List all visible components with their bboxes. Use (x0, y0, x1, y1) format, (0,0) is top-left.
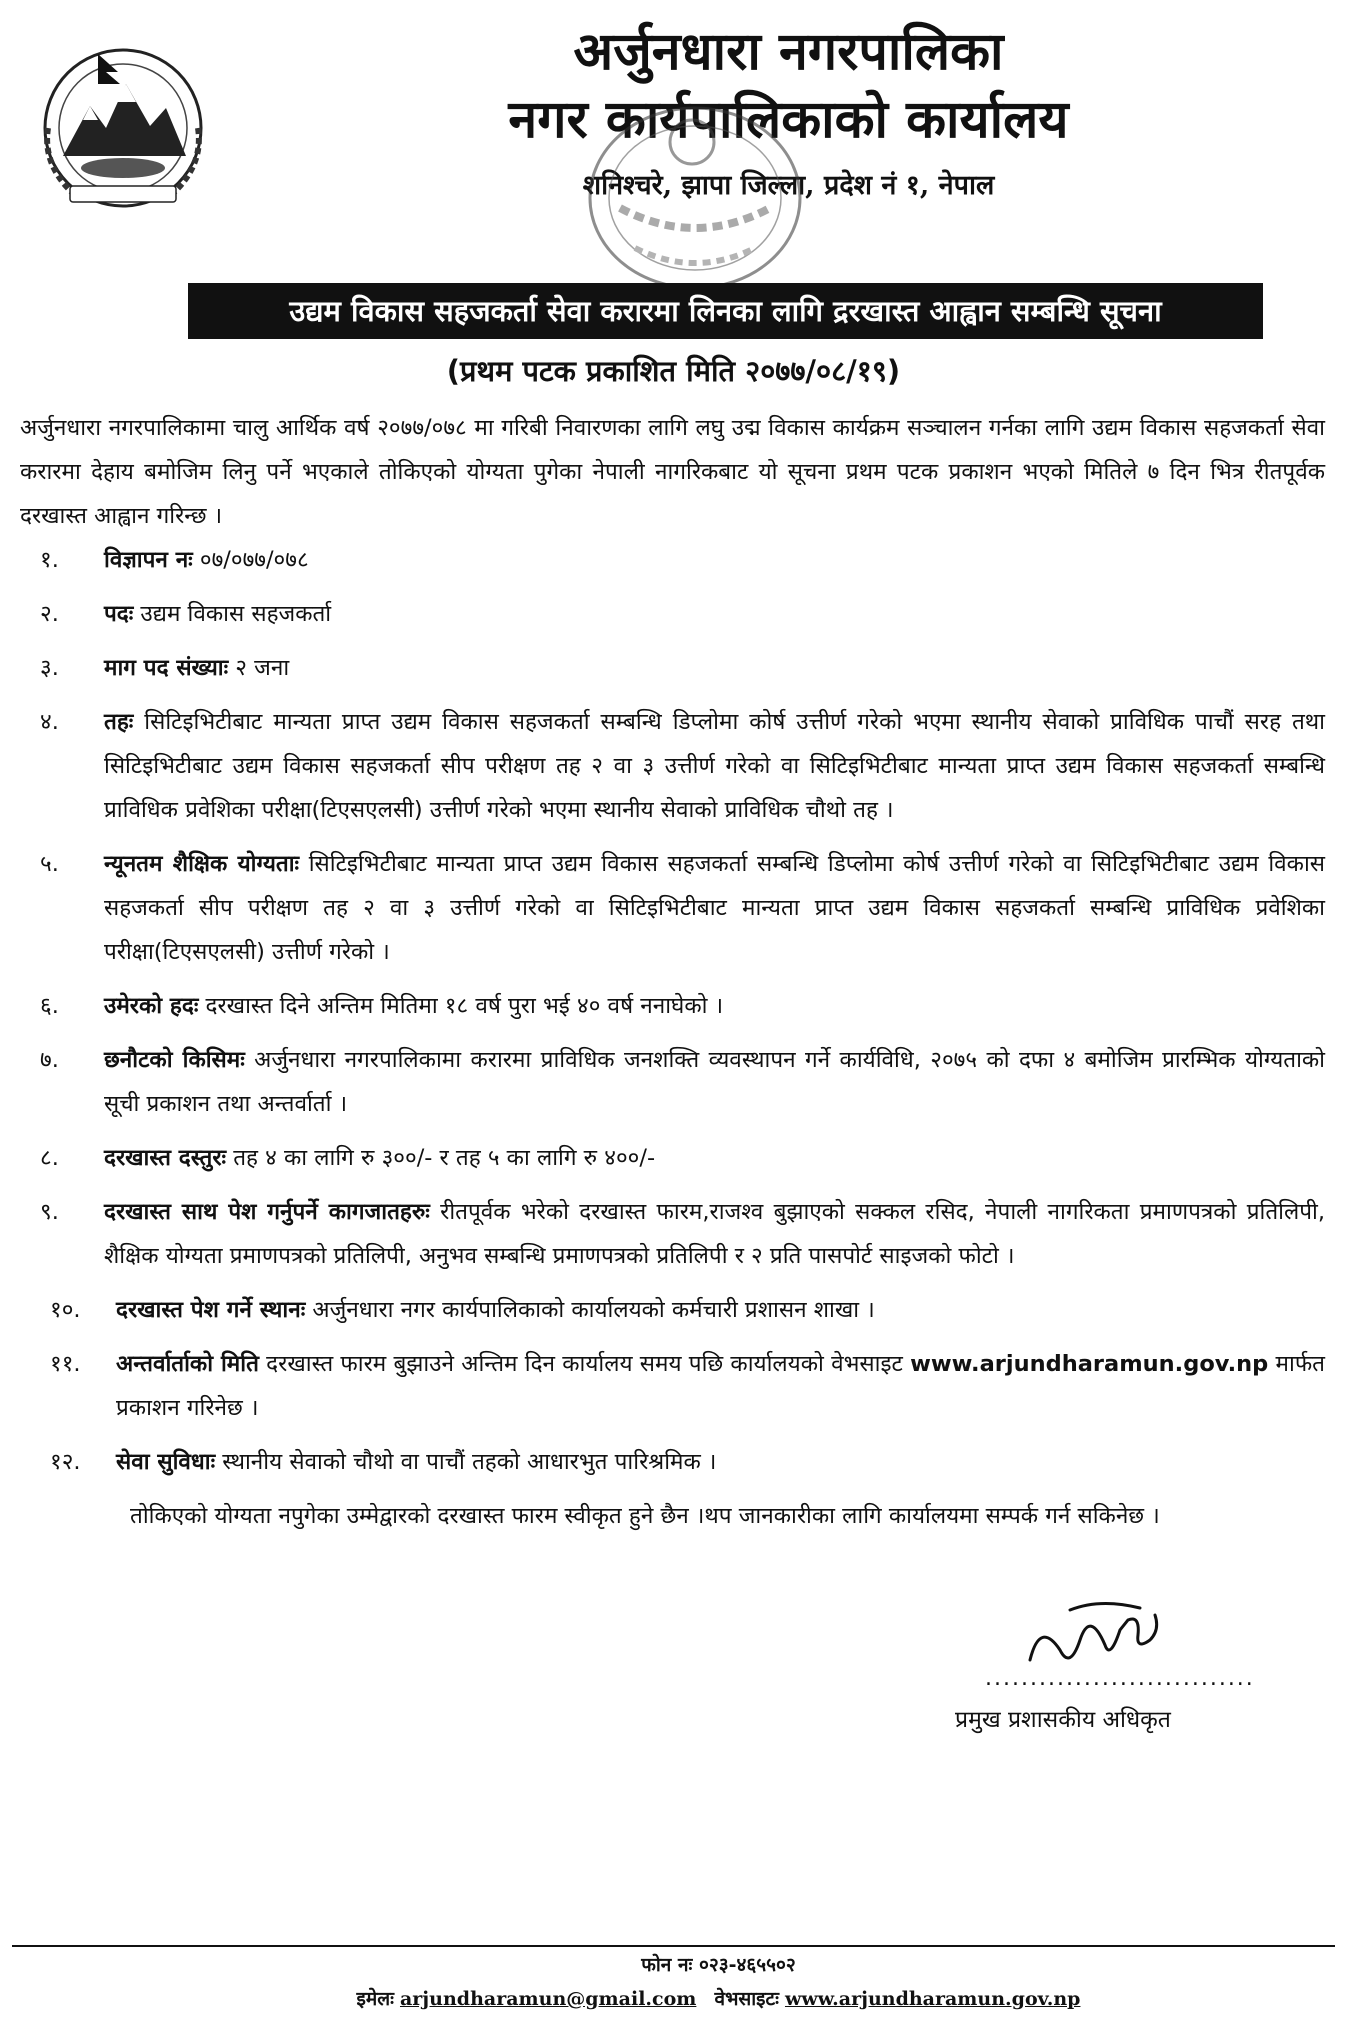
footer-contacts (0, 1982, 1347, 2016)
footer-website-link[interactable]: www.arjundharamun.gov.np (784, 1988, 1081, 2010)
list-item (20, 1136, 1325, 1180)
list-item (20, 538, 1325, 582)
publication-date: (प्रथम पटक प्रकाशित मिति २०७७/०८/१९) (446, 354, 901, 388)
item-number: २. (40, 601, 59, 627)
list-item (20, 700, 1325, 832)
item-label: तहः (104, 709, 134, 735)
item-number: ६. (40, 993, 59, 1019)
item-label: विज्ञापन नः (104, 547, 193, 573)
list-item (20, 984, 1325, 1028)
item-text: तह ४ का लागि रु ३००/- र तह ५ का लागि रु ४००/- (226, 1145, 656, 1171)
item-number: १. (40, 547, 59, 573)
item-label: सेवा सुविधाः (116, 1449, 216, 1475)
intro-paragraph: अर्जुनधारा नगरपालिकामा चालु आर्थिक वर्ष २०७७/०७८ मा गरिबी निवारणका लागि लघु उद्म विकास कार्यक्रम सञ्चालन गर्नका लागि उद्यम विकास सहजकर्ता सेवा करारमा देहाय बमोजिम लिनु पर्ने भएकाले तोकिएको योग्यता पुगेका नेपाली नागरिकबाट यो सूचना प्रथम पटक प्रकाशन भएको मितिले ७ दिन भित्र रीतपूर्वक दरखास्त आह्वान गरिन्छ । (20, 415, 1325, 529)
list-item (20, 1342, 1325, 1430)
item-text: दरखास्त फारम बुझाउने अन्तिम दिन कार्यालय समय पछि कार्यालयको वेभसाइट (258, 1351, 903, 1377)
item-number: ९. (40, 1199, 59, 1225)
office-address: शनिश्चरे, झापा जिल्ला, प्रदेश नं १, नेपाल (582, 170, 995, 201)
website-link[interactable]: www.arjundharamun.gov.np (910, 1351, 1269, 1377)
phone-label: फोन नः (641, 1954, 693, 1976)
item-text: अर्जुनधारा नगरपालिकामा करारमा प्राविधिक जनशक्ति व्यवस्थापन गर्ने कार्यविधि, २०७५ को दफा ४ बमोजिम प्रारम्भिक योग्यताको सूची प्रकाशन तथा अन्तर्वार्ता । (104, 1047, 1325, 1117)
item-label: न्यूनतम शैक्षिक योग्यताः (104, 851, 300, 877)
item-number: ३. (40, 655, 59, 681)
footer-divider (12, 1945, 1335, 1947)
list-item (20, 1190, 1325, 1278)
item-number: ११. (50, 1351, 81, 1377)
requirements-list (20, 538, 1325, 1484)
website-label: वेभसाइटः (714, 1988, 779, 2010)
org-name: अर्जुनधारा नगरपालिका (573, 21, 1004, 82)
phone-number: ०२३-४६५५०२ (698, 1954, 796, 1976)
list-item (20, 1440, 1325, 1484)
footer-phone (0, 1950, 1347, 1980)
notice-title-banner: उद्यम विकास सहजकर्ता सेवा करारमा लिनका लागि द्ररखास्त आह्वान सम्बन्धि सूचना (188, 283, 1263, 339)
item-label: दरखास्त साथ पेश गर्नुपर्ने कागजातहरुः (104, 1199, 430, 1225)
item-text: सिटिइभिटीबाट मान्यता प्राप्त उद्यम विकास सहजकर्ता सम्बन्धि डिप्लोमा कोर्ष उत्तीर्ण गरेको भएमा स्थानीय सेवाको प्राविधिक पाचौं सरह तथा सिटिइभिटीबाट उद्यम विकास सहजकर्ता सीप परीक्षण तह २ वा ३ उत्तीर्ण गरेको वा सिटिइभिटीबाट मान्यता प्राप्त उद्यम विकास सहजकर्ता सम्बन्धि प्राविधिक प्रवेशिका परीक्षा(टिएसएलसी) उत्तीर्ण गरेको भएमा स्थानीय सेवाको प्राविधिक चौथो तह । (104, 709, 1325, 823)
item-text: अर्जुनधारा नगर कार्यपालिकाको कार्यालयको कर्मचारी प्रशासन शाखा । (305, 1297, 875, 1323)
item-number: ४. (40, 709, 59, 735)
item-text: दरखास्त दिने अन्तिम मितिमा १८ वर्ष पुरा भई ४० वर्ष ननाघेको । (198, 993, 724, 1019)
signatory-title: प्रमुख प्रशासकीय अधिकृत (955, 1707, 1171, 1733)
item-text: सिटिइभिटीबाट मान्यता प्राप्त उद्यम विकास सहजकर्ता सम्बन्धि डिप्लोमा कोर्ष उत्तीर्ण गरेको वा सिटिइभिटीबाट उद्यम विकास सहजकर्ता सीप परीक्षण तह २ वा ३ उत्तीर्ण गरेको वा सिटिइभिटीबाट मान्यता प्राप्त उद्यम विकास सहजकर्ता सम्बन्धि प्राविधिक प्रवेशिका परीक्षा(टिएसएलसी) उत्तीर्ण गरेको । (104, 851, 1326, 965)
item-label: अन्तर्वार्ताको मिति (116, 1351, 259, 1377)
item-label: उमेरको हदः (104, 993, 199, 1019)
item-number: १२. (50, 1449, 81, 1475)
office-stamp-icon (580, 98, 810, 298)
item-text: स्थानीय सेवाको चौथो वा पाचौं तहको आधारभुत पारिश्रमिक । (215, 1449, 717, 1475)
item-label: पदः (104, 601, 134, 627)
notice-body (20, 406, 1325, 1538)
item-text: उद्यम विकास सहजकर्ता (133, 601, 332, 627)
item-text: ०७/०७७/०७८ (192, 547, 309, 573)
item-number: १०. (50, 1297, 81, 1323)
item-label: दरखास्त पेश गर्ने स्थानः (116, 1297, 306, 1323)
item-number: ७. (40, 1047, 59, 1073)
item-number: ८. (40, 1145, 59, 1171)
closing-paragraph: तोकिएको योग्यता नपुगेका उम्मेद्वारको दरखास्त फारम स्वीकृत हुने छैन ।थप जानकारीका लागि कार्यालयमा सम्पर्क गर्न सकिनेछ । (130, 1503, 1160, 1529)
list-item (20, 1288, 1325, 1332)
item-label: छनौटको किसिमः (104, 1047, 245, 1073)
item-text: २ जना (228, 655, 290, 681)
item-number: ५. (40, 851, 59, 877)
item-label: माग पद संख्याः (104, 655, 229, 681)
list-item (20, 592, 1325, 636)
item-text: रीतपूर्वक भरेको दरखास्त फारम,राजश्व बुझाएको सक्कल रसिद, नेपाली नागरिकता प्रमाणपत्रको प्रतिलिपी, शैक्षिक योग्यता प्रमाणपत्रको प्रतिलिपी, अनुभव सम्बन्धि प्रमाणपत्रको प्रतिलिपी र २ प्रति पासपोर्ट साइजको फोटो । (104, 1199, 1325, 1269)
item-label: दरखास्त दस्तुरः (104, 1145, 227, 1171)
email-link[interactable]: arjundharamun@gmail.com (399, 1988, 697, 2010)
office-name: नगर कार्यपालिकाको कार्यालय (508, 89, 1069, 150)
email-label: इमेलः (356, 1988, 394, 2010)
item-text-after: मार्फत प्रकाशन गरिनेछ । (116, 1351, 1326, 1421)
signature-line: .............................. (985, 1666, 1255, 1691)
list-item (20, 1038, 1325, 1126)
list-item (20, 842, 1325, 974)
list-item (20, 646, 1325, 690)
